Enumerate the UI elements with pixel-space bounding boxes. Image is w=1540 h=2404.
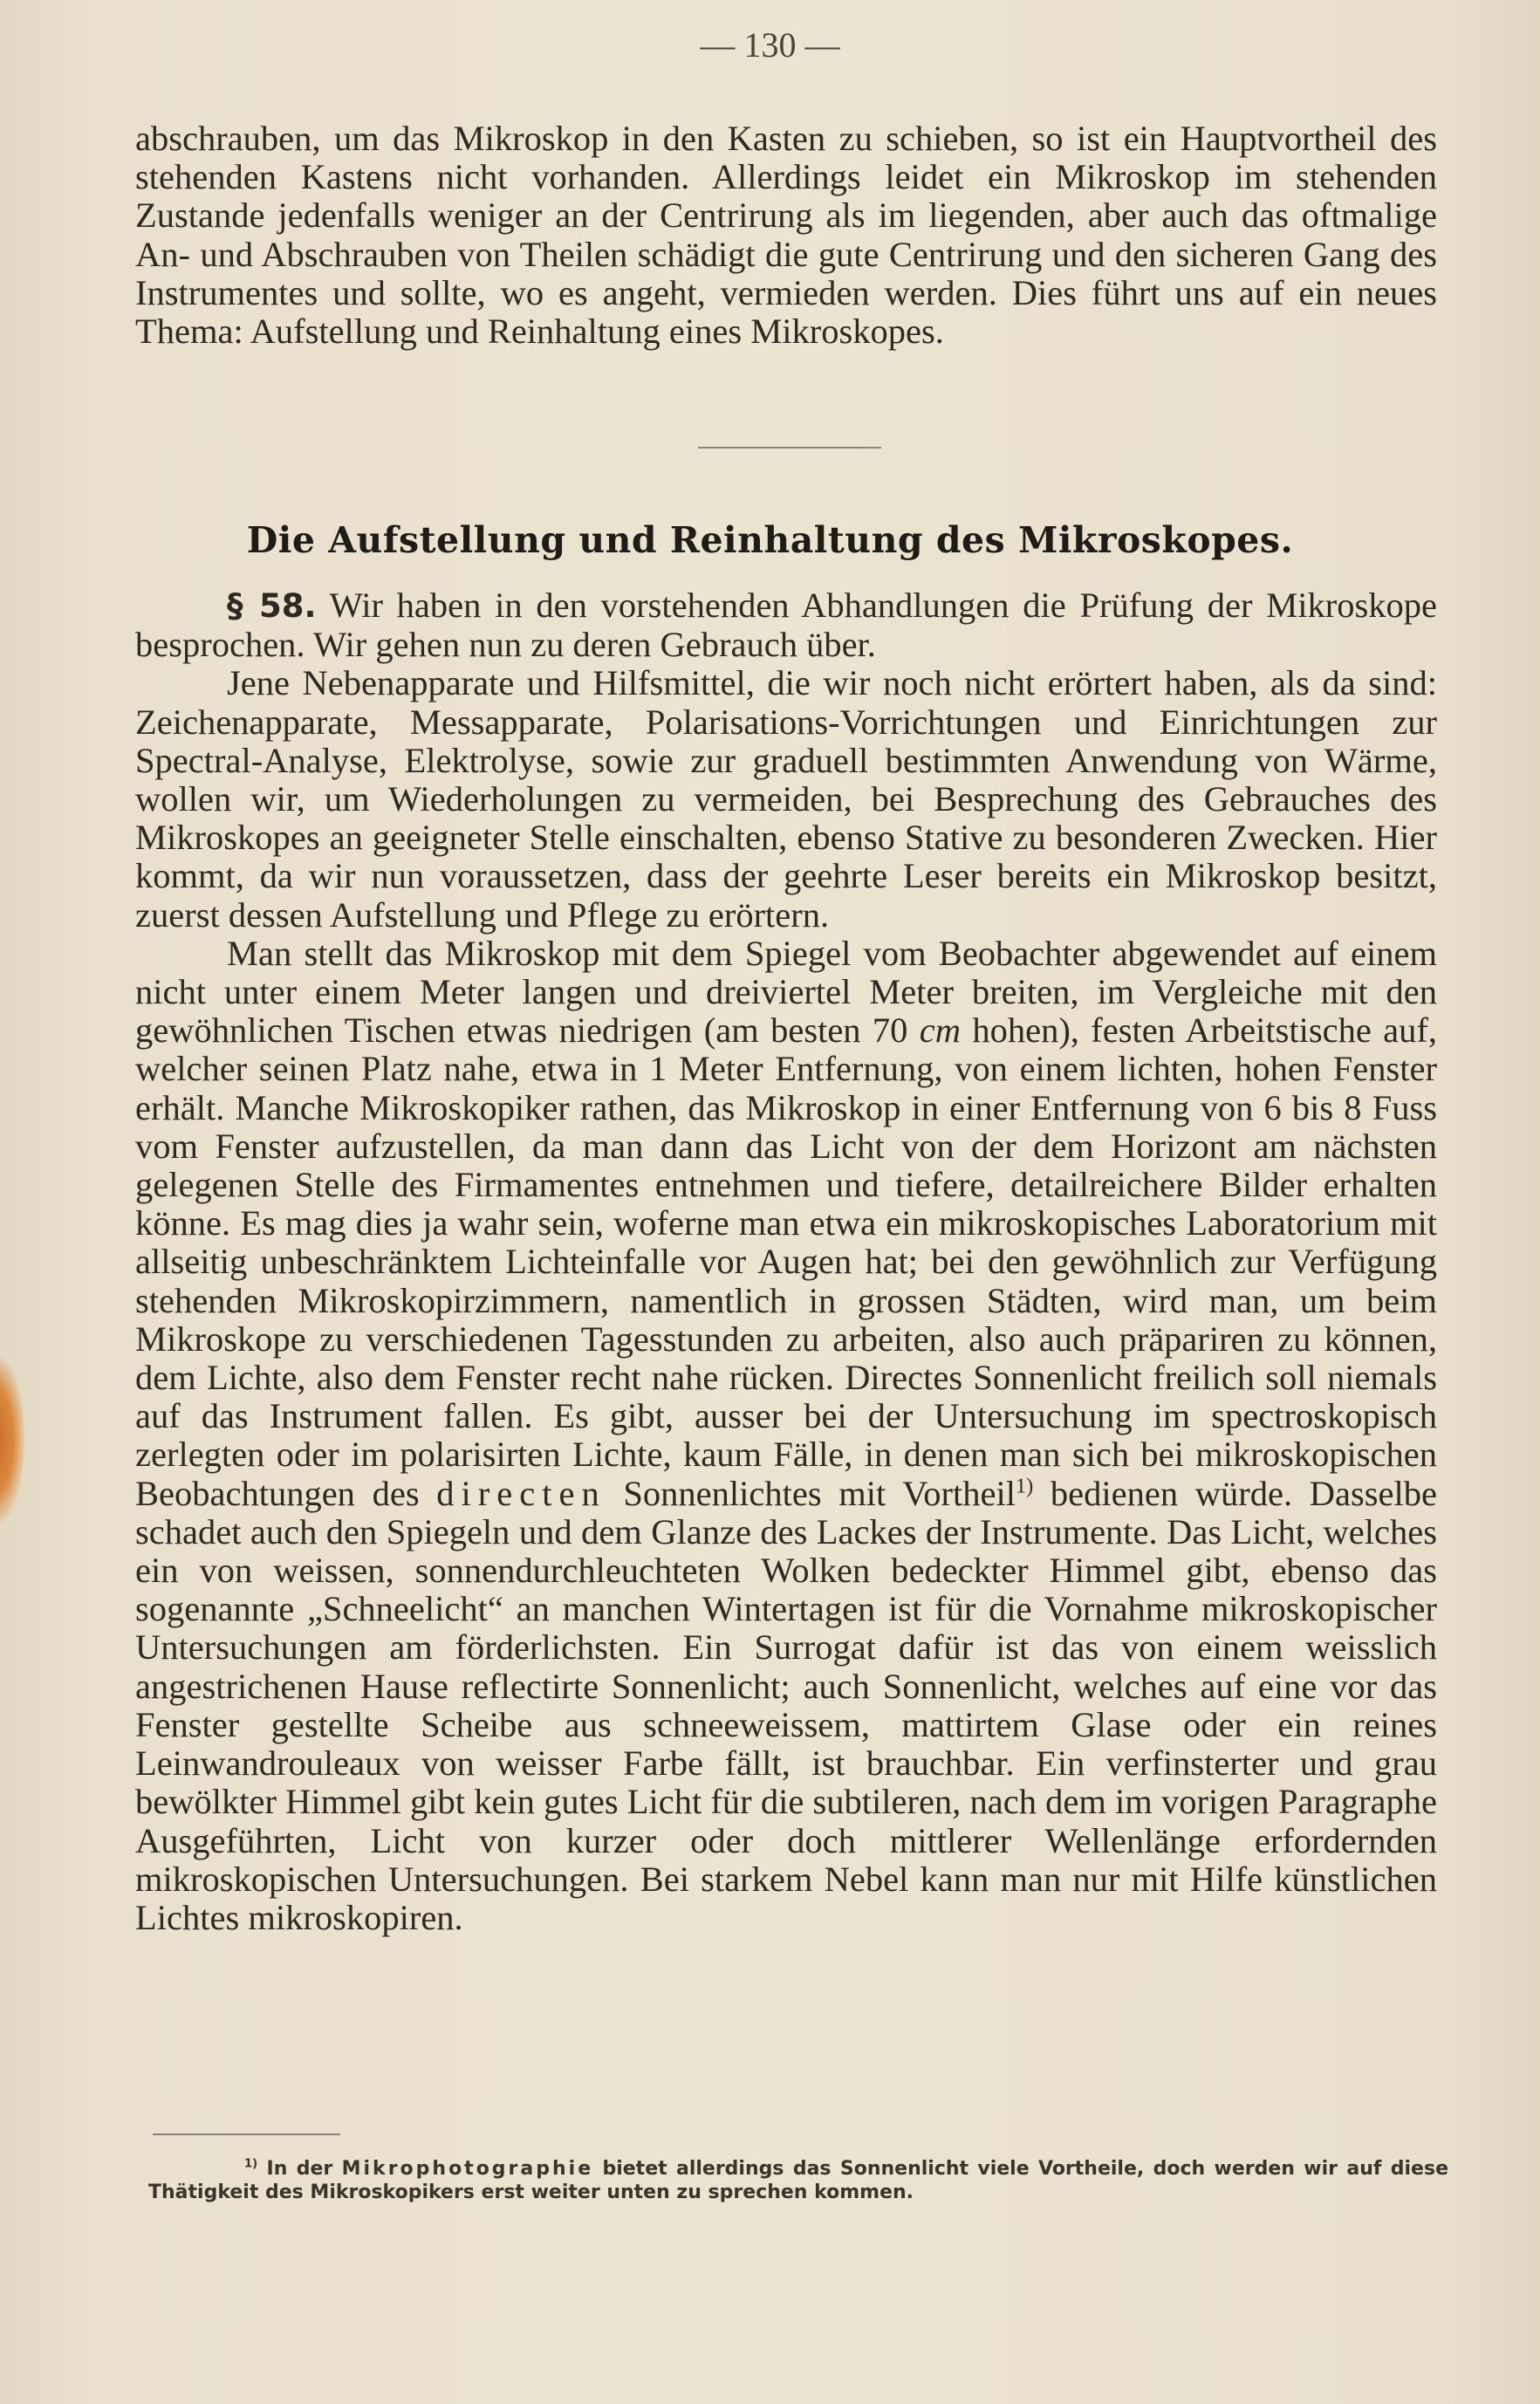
paragraph-placement-part2: hohen), festen Arbeitstische auf, welcher seinen Platz nahe, etwa in 1 Meter Entfernung, von einem lichten, hohen Fenster erhält. Manche Mikroskopiker rathen, das Mikroskop in einer Entfernung von 6 bis 8 Fuss vom Fenster aufzustellen, da man dann das Licht von der dem Horizont am nächsten gelegenen Stelle des Firmamentes entnehmen und tiefere, detailreichere Bilder erhalten könne. Es mag dies ja wahr sein, woferne man etwa ein mikroskopisches Laboratorium mit allseitig unbeschränktem Lichteinfalle vor Augen hat; bei den gewöhnlich zur Verfügung stehenden Mikroskopirzimmern, namentlich in grossen Städten, wird man, um beim Mikroskope zu verschiedenen Tagesstunden zu arbeiten, also auch präpariren zu können, dem Lichte, also dem Fenster recht nahe rücken. Directes Sonnenlicht freilich soll niemals auf das Instrument fallen. Es gibt, ausser bei der Untersuchung im spectroskopisch zerlegten oder im polarisirten Lichte, kaum Fälle, in denen man sich bei mikroskopischen Beobachtungen des [135, 1010, 1437, 1513]
footnote-part1: In der [257, 2158, 342, 2180]
page-edge-stain [0, 1357, 24, 1523]
footnote [148, 2157, 1448, 2204]
footnote-marker: 1) [244, 2157, 258, 2171]
unit-cm: cm [919, 1010, 961, 1051]
paragraph-placement [135, 935, 1437, 1937]
footnote-part2: bietet allerdings das Sonnenlicht viele Vortheile, doch werden wir auf diese Thätigkeit des Mikroskopikers erst weiter unten zu sprechen kommen. [148, 2158, 1448, 2203]
section-divider [698, 447, 881, 449]
continued-paragraph [135, 120, 1437, 351]
section-intro-paragraph [135, 586, 1437, 664]
footnote-reference: 1) [1016, 1474, 1034, 1498]
section-heading: Die Aufstellung und Reinhaltung des Mikroskopes. [246, 519, 1294, 561]
section-intro-text: Wir haben in den vorstehenden Abhandlungen die Prüfung der Mikroskope besprochen. Wir gehen nun zu deren Gebrauch über. [135, 586, 1437, 665]
paragraph-placement-part4: bedienen würde. Dasselbe schadet auch den Spiegeln und dem Glanze des Lackes der Instrumente. Das Licht, welches ein von weissen, sonnendurchleuchteten Wolken bedeckter Himmel gibt, ebenso das sogenannte „Schneelicht“ an manchen Wintertagen ist für die Vornahme mikroskopischer Untersuchungen am förderlichsten. Ein Surrogat dafür ist das von einem weisslich angestrichenen Hause reflectirte Sonnenlicht; auch Sonnenlicht, welches auf eine vor das Fenster gestellte Scheibe aus schneeweissem, mattirtem Glase oder ein reines Leinwandrouleaux von weisser Farbe fällt, ist brauchbar. Ein verfinsterter und grau bewölkter Himmel gibt kein gutes Licht für die subtileren, nach dem im vorigen Paragraphe Ausgeführten, Licht von kurzer oder doch mittlerer Wellenlänge erfordernden mikroskopischen Untersuchungen. Bei starkem Nebel kann man nur mit Hilfe künstlichen Lichtes mikroskopiren. [135, 1473, 1438, 1937]
paragraph-placement-part3: Sonnenlichtes mit Vortheil [606, 1473, 1016, 1513]
section-number: § 58. [227, 587, 317, 625]
spaced-word-directen: directen [436, 1473, 606, 1513]
paragraph-placement-part1: Man stellt das Mikroskop mit dem Spiegel vom Beobachter abgewendet auf einem nicht unter einem Meter langen und dreiviertel Meter breiten, im Vergleiche mit den gewöhnlichen Tischen etwas niedrigen (am besten 70 [135, 933, 1437, 1051]
paragraph-continued: abschrauben, um das Mikroskop in den Kasten zu schieben, so ist ein Hauptvortheil des stehenden Kastens nicht vorhanden. Allerdings leidet ein Mikroskop im stehenden Zustande jedenfalls weniger an der Centrirung als im liegenden, aber auch das oftmalige An- und Abschrauben von Theilen schädigt die gute Centrirung und den sicheren Gang des Instrumentes und sollte, wo es angeht, vermieden werden. Dies führt uns auf ein neues Thema: Aufstellung und Reinhaltung eines Mikroskopes. [135, 119, 1437, 352]
footnote-divider [153, 2133, 340, 2135]
footnote-spaced-word: Mikrophotographie [341, 2158, 594, 2180]
section-body [135, 586, 1437, 1937]
page-number: — 130 — [700, 25, 840, 65]
paragraph-apparatus: Jene Nebenapparate und Hilfsmittel, die wir noch nicht erörtert haben, als da sind: Zeichenapparate, Messapparate, Polarisations-Vorrichtungen und Einrichtungen zur Spectral-Analyse, Elektrolyse, sowie zur graduell bestimmten Anwendung von Wärme, wollen wir, um Wiederholungen zu vermeiden, bei Besprechung des Gebrauches des Mikroskopes an geeigneter Stelle einschalten, ebenso Stative zu besonderen Zwecken. Hier kommt, da wir nun voraussetzen, dass der geehrte Leser bereits ein Mikroskop besitzt, zuerst dessen Aufstellung und Pflege zu erörtern. [135, 663, 1437, 935]
